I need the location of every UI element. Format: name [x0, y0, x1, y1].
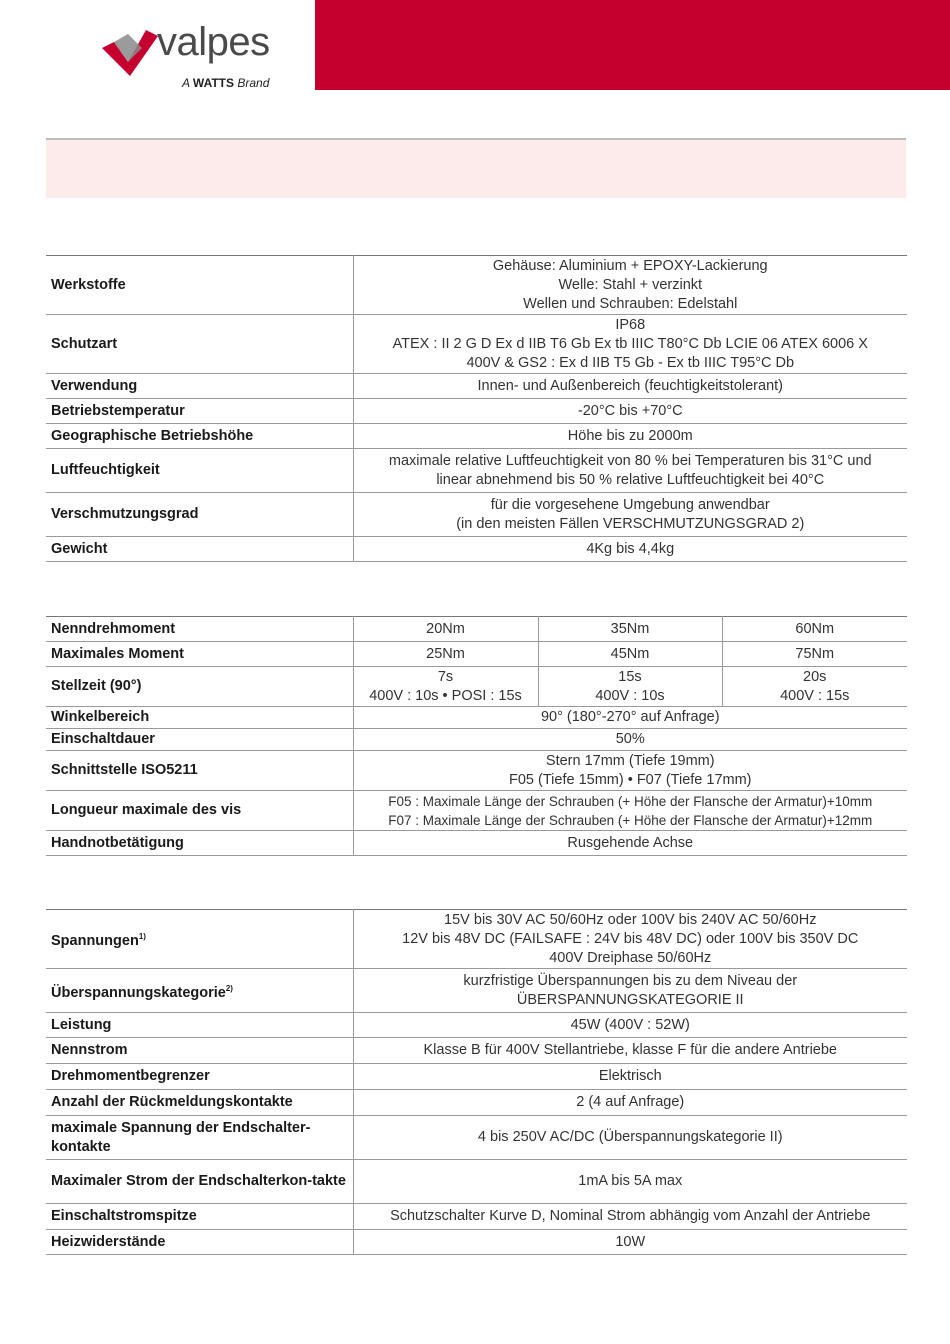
cell-value: 50% [353, 729, 907, 751]
table-row [46, 1090, 907, 1116]
table-row [46, 642, 907, 667]
row-label: Drehmomentbegrenzer [46, 1064, 353, 1090]
cell-value: 45W (400V : 52W) [353, 1013, 907, 1038]
row-label: Verwendung [46, 374, 353, 399]
row-label: Handnotbetätigung [46, 831, 353, 856]
row-label: Gewicht [46, 537, 353, 562]
general-specs-table [46, 255, 907, 562]
cell-value: 25Nm [353, 642, 538, 667]
table-row [46, 1230, 907, 1255]
cell-value: Innen- und Außenbereich (feuchtigkeitstolerant) [353, 374, 907, 399]
row-label: Schutzart [46, 315, 353, 374]
brand-tagline: A WATTS Brand [182, 76, 270, 90]
table-row [46, 667, 907, 707]
row-label: maximale Spannung der Endschalter-kontakte [46, 1116, 353, 1160]
row-label: Heizwiderstände [46, 1230, 353, 1255]
table-row [46, 399, 907, 424]
table-row [46, 910, 907, 969]
cell-value: für die vorgesehene Umgebung anwendbar (in den meisten Fällen VERSCHMUTZUNGSGRAD 2) [353, 493, 907, 537]
cell-value: Stern 17mm (Tiefe 19mm) F05 (Tiefe 15mm) • F07 (Tiefe 17mm) [353, 751, 907, 791]
valpes-logo [102, 22, 282, 92]
cell-value: 2 (4 auf Anfrage) [353, 1090, 907, 1116]
table-row [46, 256, 907, 315]
cell-value: 20Nm [353, 617, 538, 642]
row-label: Maximales Moment [46, 642, 353, 667]
row-label: Anzahl der Rückmeldungskontakte [46, 1090, 353, 1116]
cell-value: Klasse B für 400V Stellantriebe, klasse F für die andere Antriebe [353, 1038, 907, 1064]
cell-value: Schutzschalter Kurve D, Nominal Strom abhängig vom Anzahl der Antriebe [353, 1204, 907, 1230]
cell-value: 7s 400V : 10s • POSI : 15s [353, 667, 538, 707]
row-label: Nennstrom [46, 1038, 353, 1064]
table-row [46, 969, 907, 1013]
cell-value: 1mA bis 5A max [353, 1160, 907, 1204]
row-label: Einschaltdauer [46, 729, 353, 751]
cell-value: maximale relative Luftfeuchtigkeit von 80 % bei Temperaturen bis 31°C und linear abnehmend bis 50 % relative Luftfeuchtigkeit bei 40°C [353, 449, 907, 493]
cell-value: 90° (180°-270° auf Anfrage) [353, 707, 907, 729]
table-row [46, 751, 907, 791]
table-row [46, 315, 907, 374]
cell-value: 10W [353, 1230, 907, 1255]
row-label: Überspannungskategorie$^{2)}$ [46, 969, 353, 1013]
cell-value: F05 : Maximale Länge der Schrauben (+ Höhe der Flansche der Armatur)+10mm F07 : Maximale Länge der Schrauben (+ Höhe der Flansche der Armatur)+12mm [353, 791, 907, 831]
table-row [46, 707, 907, 729]
row-label: Verschmutzungsgrad [46, 493, 353, 537]
cell-value: 20s 400V : 15s [722, 667, 907, 707]
cell-value: 45Nm [538, 642, 722, 667]
row-label: Geographische Betriebshöhe [46, 424, 353, 449]
row-label: Werkstoffe [46, 256, 353, 315]
cell-value: 4Kg bis 4,4kg [353, 537, 907, 562]
cell-value: 4 bis 250V AC/DC (Überspannungskategorie II) [353, 1116, 907, 1160]
header-band [315, 0, 950, 90]
table-row [46, 617, 907, 642]
table-row [46, 1160, 907, 1204]
table-row [46, 831, 907, 856]
table-row [46, 537, 907, 562]
cell-value: 15V bis 30V AC 50/60Hz oder 100V bis 240V AC 50/60Hz 12V bis 48V DC (FAILSAFE : 24V bis 48V DC) oder 100V bis 350V DC 400V Dreiphase 50/60Hz [353, 910, 907, 969]
table-row [46, 1013, 907, 1038]
cell-value: Rusgehende Achse [353, 831, 907, 856]
cell-value: Gehäuse: Aluminium + EPOXY-Lackierung Welle: Stahl + verzinkt Wellen und Schrauben: Edelstahl [353, 256, 907, 315]
table-row [46, 1064, 907, 1090]
cell-value: Höhe bis zu 2000m [353, 424, 907, 449]
electrical-specs-table [46, 909, 907, 1255]
cell-value: -20°C bis +70°C [353, 399, 907, 424]
row-label: Stellzeit (90°) [46, 667, 353, 707]
table-row [46, 424, 907, 449]
row-label: Betriebstemperatur [46, 399, 353, 424]
mechanical-specs-table [46, 616, 907, 856]
section-title-band [46, 138, 906, 198]
row-label: Nenndrehmoment [46, 617, 353, 642]
row-label: Leistung [46, 1013, 353, 1038]
row-label: Spannungen$^{1)}$ [46, 910, 353, 969]
valpes-checkmark-icon [102, 26, 158, 78]
row-label: Schnittstelle ISO5211 [46, 751, 353, 791]
cell-value: 75Nm [722, 642, 907, 667]
cell-value: 35Nm [538, 617, 722, 642]
row-label: Maximaler Strom der Endschalterkon-takte [46, 1160, 353, 1204]
cell-value: Elektrisch [353, 1064, 907, 1090]
cell-value: 60Nm [722, 617, 907, 642]
table-row [46, 791, 907, 831]
brand-name: valpes [157, 20, 270, 64]
row-label: Luftfeuchtigkeit [46, 449, 353, 493]
table-row [46, 1204, 907, 1230]
table-row [46, 1038, 907, 1064]
row-label: Einschaltstromspitze [46, 1204, 353, 1230]
table-row [46, 1116, 907, 1160]
row-label: Longueur maximale des vis [46, 791, 353, 831]
cell-value: IP68 ATEX : II 2 G D Ex d IIB T6 Gb Ex tb IIIC T80°C Db LCIE 06 ATEX 6006 X 400V & GS2 : Ex d IIB T5 Gb - Ex tb IIIC T95°C Db [353, 315, 907, 374]
row-label: Winkelbereich [46, 707, 353, 729]
table-row [46, 449, 907, 493]
table-row [46, 729, 907, 751]
table-row [46, 374, 907, 399]
table-row [46, 493, 907, 537]
cell-value: 15s 400V : 10s [538, 667, 722, 707]
cell-value: kurzfristige Überspannungen bis zu dem Niveau der ÜBERSPANNUNGSKATEGORIE II [353, 969, 907, 1013]
